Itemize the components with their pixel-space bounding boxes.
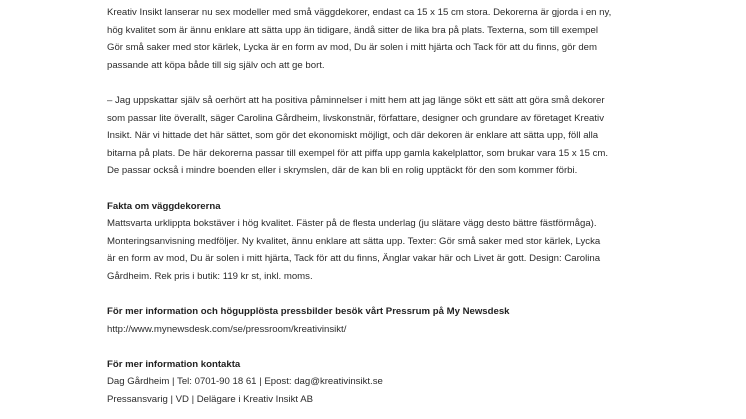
text-line: Kreativ Insikt lanserar nu sex modeller med små väggdekorer, endast ca 15 x 15 cm stora. Dekorerna är gjorda i en ny,	[107, 7, 612, 18]
intro-paragraph	[107, 4, 639, 74]
pressroom-heading: För mer information och högupplösta pressbilder besök vårt Pressrum på My Newsdesk	[107, 306, 510, 318]
text-line: är en form av mod, Du är solen i mitt hjärta, Tack för att du finns, Änglar vakar här och Livet är gott. Design: Carolina	[107, 253, 601, 265]
pressroom-link[interactable]: http://www.mynewsdesk.com/se/pressroom/kreativinsikt/	[107, 323, 347, 335]
text-line: hög kvalitet som är ännu enklare att sätta upp än tidigare, ändå sitter de lika bra på plats. Texterna, som till exempel	[107, 24, 598, 36]
contact-section	[107, 356, 639, 409]
contact-heading: För mer information kontakta	[107, 358, 241, 370]
pressroom-section	[107, 303, 639, 338]
text-line: Monteringsanvisning medföljer. Ny kvalitet, ännu enklare att sätta upp. Texter: Gör små saker med stor kärlek, Lycka	[107, 235, 601, 247]
paragraph-spacer	[107, 180, 639, 198]
text-line: Mattsvarta urklippta bokstäver i hög kvalitet. Fäster på de flesta underlag (ju slätare vägg desto bättre fästförmåga).	[107, 218, 597, 230]
contact-details: Dag Gårdheim | Tel: 0701-90 18 61 | Epost: dag@kreativinsikt.se	[107, 376, 383, 388]
text-line: Gårdheim. Rek pris i butik: 119 kr st, inkl. moms.	[107, 270, 313, 282]
press-release-document	[107, 4, 639, 409]
text-line: passande att köpa både till sig själv och att ge bort.	[107, 59, 325, 71]
facts-heading: Fakta om väggdekorerna	[107, 200, 221, 212]
text-line: Gör små saker med stor kärlek, Lycka är en form av mod, Du är solen i mitt hjärta och Tack för att du finns, gör dem	[107, 42, 598, 54]
text-line: som passar lite överallt, säger Carolina Gårdheim, livskonstnär, författare, designer och grundare av företaget Kreativ	[107, 112, 604, 124]
text-line: Insikt. När vi hittade det här sättet, som gör det ekonomiskt möjligt, och där dekoren är enklare att sätta upp, föll alla	[107, 130, 599, 142]
quote-paragraph	[107, 92, 639, 180]
paragraph-spacer	[107, 74, 639, 92]
contact-role: Pressansvarig | VD | Delägare i Kreativ Insikt AB	[107, 394, 314, 406]
paragraph-spacer	[107, 286, 639, 304]
text-line: – Jag uppskattar själv så oerhört att ha positiva påminnelser i mitt hem att jag länge sökt ett sätt att göra små dekorer	[107, 94, 605, 106]
facts-section	[107, 198, 639, 286]
paragraph-spacer	[107, 338, 639, 356]
text-line: De passar också i mindre boenden eller i skrymslen, där de kan bli en rolig upptäckt för den som kommer förbi.	[107, 165, 578, 177]
text-line: bitarna på plats. De här dekorerna passar till exempel för att piffa upp gamla kakelplattor, som brukar vara 15 x 15 cm.	[107, 147, 609, 159]
